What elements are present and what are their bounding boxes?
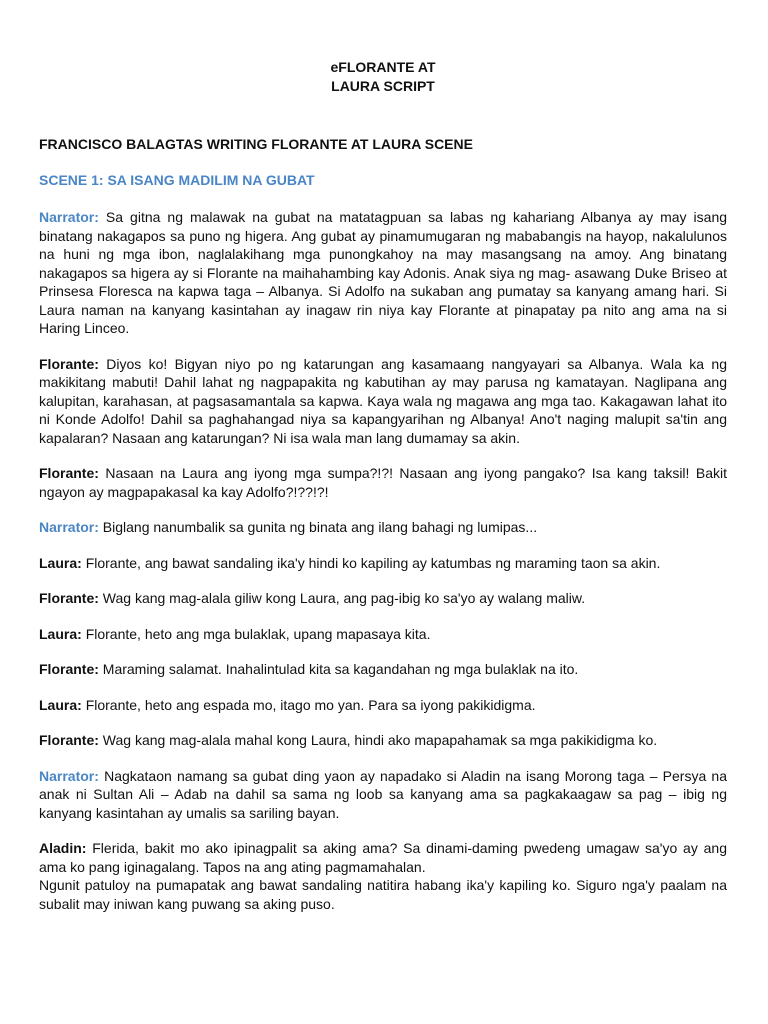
dialogue-text: Sa gitna ng malawak na gubat na matatagpuan sa labas ng kahariang Albanya ay may isang binatang nakagapos sa puno ng higera. Ang gubat ay pinamumugaran ng mababangis na hayop, nakalulunos na huni ng mga ibon, naglalakihang mga punongkahoy na may masangsang na amoy. Ang binatang nakagapos sa higera ay si Florante na maihahambing kay Adonis. Anak siya ng mag- asawang Duke Briseo at Prinsesa Floresca na kapwa taga – Albanya. Si Adolfo na sukaban ang pumatay sa kanyang amang hari. Si Laura naman na kanyang kasintahan ay inagaw rin niya kay Florante at pinapatay pa nito ang ama na si Haring Linceo.	[39, 209, 728, 336]
dialogue-paragraph	[39, 731, 727, 750]
dialogue-text: Wag kang mag-alala giliw kong Laura, ang pag-ibig ko sa'yo ay walang maliw.	[102, 590, 586, 606]
speaker-label: Laura:	[39, 696, 82, 713]
dialogue-text: Flerida, bakit mo ako ipinagpalit sa aking ama? Sa dinami-daming pwedeng umagaw sa'yo ay ang ama ko pang iginagalang. Tapos na ang ating pagmamahalan.	[39, 840, 727, 875]
dialogue-text: Maraming salamat. Inahalintulad kita sa kagandahan ng mga bulaklak na ito.	[102, 661, 579, 677]
dialogue-text: Florante, heto ang mga bulaklak, upang mapasaya kita.	[85, 625, 431, 642]
dialogue-paragraph	[39, 589, 727, 608]
speaker-label: Narrator:	[39, 209, 99, 225]
speaker-label: Florante:	[39, 732, 99, 748]
dialogue-paragraph	[39, 696, 727, 715]
speaker-label: Florante:	[39, 355, 99, 372]
scene-heading: SCENE 1: SA ISANG MADILIM NA GUBAT	[39, 172, 315, 188]
dialogue-continuation: Ngunit patuloy na pumapatak ang bawat sandaling natitira habang ika'y kapiling ko. Siguro nga'y paalam na subalit may iniwan kang puwang sa aking puso.	[39, 877, 727, 912]
document-title-line-1: eFLORANTE AT	[330, 59, 436, 75]
dialogue-paragraph	[39, 839, 727, 913]
speaker-label: Florante:	[39, 661, 99, 677]
document-title-line-2: LAURA SCRIPT	[331, 78, 435, 94]
dialogue-text: Nagkataon namang sa gubat ding yaon ay napadako si Aladin na isang Morong taga – Persya na anak ni Sultan Ali – Adab na dahil sa sama ng loob sa kanyang ama sa pagkakaagaw sa pag – ibig ng kanyang kasintahan ay umalis sa sariling bayan.	[39, 767, 727, 821]
speaker-label: Laura:	[39, 625, 82, 642]
dialogue-text: Diyos ko! Bigyan niyo po ng katarungan ang kasamaang nangyayari sa Albanya. Wala ka ng makikitang mabuti! Dahil lahat ng nagpapakita ng kabutihan ay may parusa ng kamatayan. Naglipana ang kalupitan, karahasan, at pagsasamantala sa kapwa. Kaya wala ng magawa ang mga tao. Kakagawan lahat ito ni Konde Adolfo! Dahil sa paghahangad niya sa kapangyarihan ng Albanya! Ano't naging malupit sa'tin ang kapalaran? Nasaan ang katarungan? Ni isa wala man lang dumamay sa akin.	[39, 355, 727, 446]
dialogue-paragraph	[39, 355, 727, 448]
dialogue-paragraph	[39, 625, 727, 644]
speaker-label: Florante:	[39, 590, 99, 606]
speaker-label: Florante:	[39, 465, 99, 481]
speaker-label: Aladin:	[39, 840, 87, 856]
dialogue-paragraph	[39, 767, 727, 823]
dialogue-paragraph	[39, 518, 727, 537]
dialogue-text: Florante, ang bawat sandaling ika'y hindi ko kapiling ay katumbas ng maraming taon sa akin.	[85, 554, 661, 571]
dialogue-paragraph	[39, 464, 727, 501]
speaker-label: Narrator:	[39, 767, 99, 784]
dialogue-text: Wag kang mag-alala mahal kong Laura, hindi ako mapapahamak sa mga pakikidigma ko.	[102, 732, 658, 748]
dialogue-text: Nasaan na Laura ang iyong mga sumpa?!?! Nasaan ang iyong pangako? Isa kang taksil! Bakit ngayon ay magpapakasal ka kay Adolfo?!??!?!	[39, 465, 727, 500]
main-heading: FRANCISCO BALAGTAS WRITING FLORANTE AT LAURA SCENE	[39, 136, 473, 152]
dialogue-paragraph	[39, 660, 727, 679]
dialogue-paragraph	[39, 208, 727, 338]
dialogue-text: Florante, heto ang espada mo, itago mo yan. Para sa iyong pakikidigma.	[85, 696, 536, 713]
dialogue-text: Biglang nanumbalik sa gunita ng binata ang ilang bahagi ng lumipas...	[102, 519, 538, 535]
speaker-label: Narrator:	[39, 519, 99, 535]
speaker-label: Laura:	[39, 554, 82, 571]
script-body	[39, 208, 727, 913]
dialogue-paragraph	[39, 554, 727, 573]
